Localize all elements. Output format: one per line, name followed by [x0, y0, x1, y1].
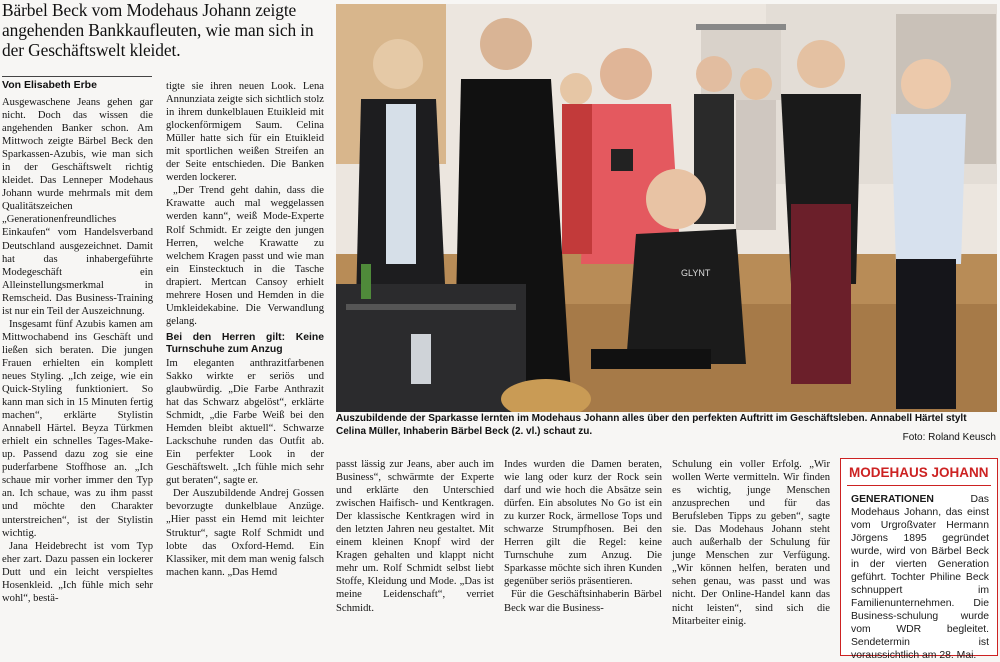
info-box-text: Das Modehaus Johann, das einst vom Urgroßvater Hermann Jörgens 1895 gegründet wurde, wird von Bärbel Beck in der vierten Generation geführt. Tochter Philine Beck schnuppert im Familienunternehmen. Die Business-schulung wurde vom WDR begleitet. Sendetermin ist voraussichtlich am 28. Mai.: [851, 494, 989, 661]
paragraph: Ausgewaschene Jeans gehen gar nicht. Doch das wissen die angehenden Banker schon. Am Mittwoch zeigte Bärbel Beck den Sparkassen-Azubis, wie man sich in der Geschäftswelt richtig kleidet. Das Lenneper Modehaus Johann wurde mehrmals mit dem Qualitätszeichen „Generationenfreundliches Einkaufen“ vom Handelsverband Deutschland ausgezeichnet. Damit hat das inhabergeführte Modegeschäft ein Alleinstellungsmerkmal in Remscheid. Das Business-Training ist nur ein Teil der Auszeichnung.: [2, 97, 153, 317]
article-headline: Bärbel Beck vom Modehaus Johann zeigte angehenden Bankkaufleuten, wie man sich in der Geschäftswelt kleidet.: [2, 0, 314, 60]
paragraph: Jana Heidebrecht ist vom Typ eher zart. Dazu passen ein lockerer Dutt und ein leicht verspieltes Hosenkleid. „Ich fühle mich sehr wohl“, bestä-: [2, 540, 153, 604]
paragraph: Indes wurden die Damen beraten, wie lang oder kurz der Rock sein darf und wie hoch die Absätze sein dürfen. Ein absolutes No Go ist ein zu kurzer Rock, ärmellose Tops und schwarze Strumpfhosen. Bei den Herren gilt die Regel: keine Turnschuhe zum Anzug. Die Sparkasse möchte sich ihren Kunden gegenüber seriös präsentieren.: [504, 459, 662, 588]
text-column-5: [672, 458, 830, 628]
fashion-store-scene-image: [336, 4, 997, 412]
paragraph: tigte sie ihren neuen Look. Lena Annunziata zeigte sich sichtlich stolz in ihrem dunkelblauen Etuikleid mit glockenförmigem Saum. Celina Müller hatte sich für ein Etuikleid mit sportlichen weißen Streifen an der Seite entschieden. Die Banken werden lockerer.: [166, 81, 324, 184]
info-box-body: [851, 493, 989, 662]
photo-credit: Foto: Roland Keusch: [902, 432, 996, 443]
paragraph: Für die Geschäftsinhaberin Bärbel Beck war die Business-: [504, 589, 662, 614]
paragraph: passt lässig zur Jeans, aber auch im Business“, schwärmte der Experte und erklärte den Unterschied zwischen Haifisch- und Kentkragen. Der klassische Kentkragen wird in den letzten Jahren neu gestaltet. Mit einem kleinen Knopf wird der Kragen gehalten und klappt nicht mehr um. Rolf Schmidt selbst liebt Stoffe, Kleidung und Mode. „Das ist meine Leidenschaft“, verriet Schmidt.: [336, 459, 494, 614]
info-box-title: MODEHAUS JOHANN: [849, 465, 989, 480]
subheading: Bei den Herren gilt: Keine Turnschuhe zum Anzug: [166, 331, 324, 356]
info-box-lead: GENERATIONEN: [851, 494, 934, 505]
text-column-3: [336, 458, 494, 615]
paragraph: Schulung ein voller Erfolg. „Wir wollen Werte vermitteln. Wir finden es wichtig, junge Menschen anzusprechen und für das Berufsleben Tipps zu geben“, sagte sie. Das Modehaus Johann steht auch außerhalb der Schulung für junge Menschen zur Verfügung. „Wir können helfen, beraten und sehen genau, was passt und was nicht. Der Online-Handel kann das nicht leisten“, sind sich die Mitarbeiter einig.: [672, 459, 830, 627]
paragraph: Insgesamt fünf Azubis kamen am Mittwochabend ins Geschäft und ließen sich beraten. Die jungen Frauen erhielten ein komplett neues Styling. „Ich zeige, wie ein Quick-Styling funktioniert. So kann man sich in 15 Minuten fertig machen“, erklärte Stylistin Annabell Härtel. Beyza Türkmen erhielt ein schnelles Tages-Make-up. Passend dazu zog sie eine puderfarbene Stoffhose an. „Ich schaue mir vorher immer den Typ an. Ich schaue, was zu ihm passt und möchte den Charakter unterstreichen“, ist der Stylistin wichtig.: [2, 318, 153, 539]
byline: Von Elisabeth Erbe: [2, 76, 152, 91]
apron-logo-text: GLYNT: [681, 268, 711, 278]
photo-caption: Auszubildende der Sparkasse lernten im Modehaus Johann alles über den perfekten Auftritt im Geschäftsleben. Annabell Härtel stylt Celina Müller, Inhaberin Bärbel Beck (2. vl.) schaut zu.: [336, 413, 967, 437]
styling-trolley: [336, 264, 526, 412]
paragraph: Der Auszubildende Andrej Gossen bevorzugte dunkelblaue Anzüge. „Hier passt ein Hemd mit leichter Struktur“, sagte Rolf Schmidt und lobte das Oxford-Hemd. Ein Klassiker, mit dem man wenig falsch machen kann. „Das Hemd: [166, 488, 324, 578]
info-box-divider: [847, 485, 991, 486]
text-column-4: [504, 458, 662, 615]
info-box: [840, 458, 998, 661]
text-column-1: [2, 96, 153, 605]
article-photo: [336, 4, 997, 412]
text-column-2: [166, 80, 324, 579]
paragraph: „Der Trend geht dahin, dass die Krawatte auch mal weggelassen werden kann“, weiß Mode-Experte Rolf Schmidt. Er zeigte den jungen Herren, welche Krawatte zu welchem Kragen passt und wie man ein Einstecktuch in die Tasche drapiert. Mertcan Cansoy erhielt mehrere Hosen und Hemden in die Umkleidekabine. Die Verwandlung gelang.: [166, 185, 324, 327]
paragraph: Im eleganten anthrazitfarbenen Sakko wirkte er seriös und glaubwürdig. „Die Farbe Anthrazit hat das Schwarz abgelöst“, erklärte Schmidt, „die Farbe Weiß bei den Hemden bleibt aktuell“. Schwarze Lackschuhe runden das Outfit ab. Ein perfekter Look in der Geschäftswelt. „Ich fühle mich sehr gut beraten“, sagte er.: [166, 357, 324, 487]
